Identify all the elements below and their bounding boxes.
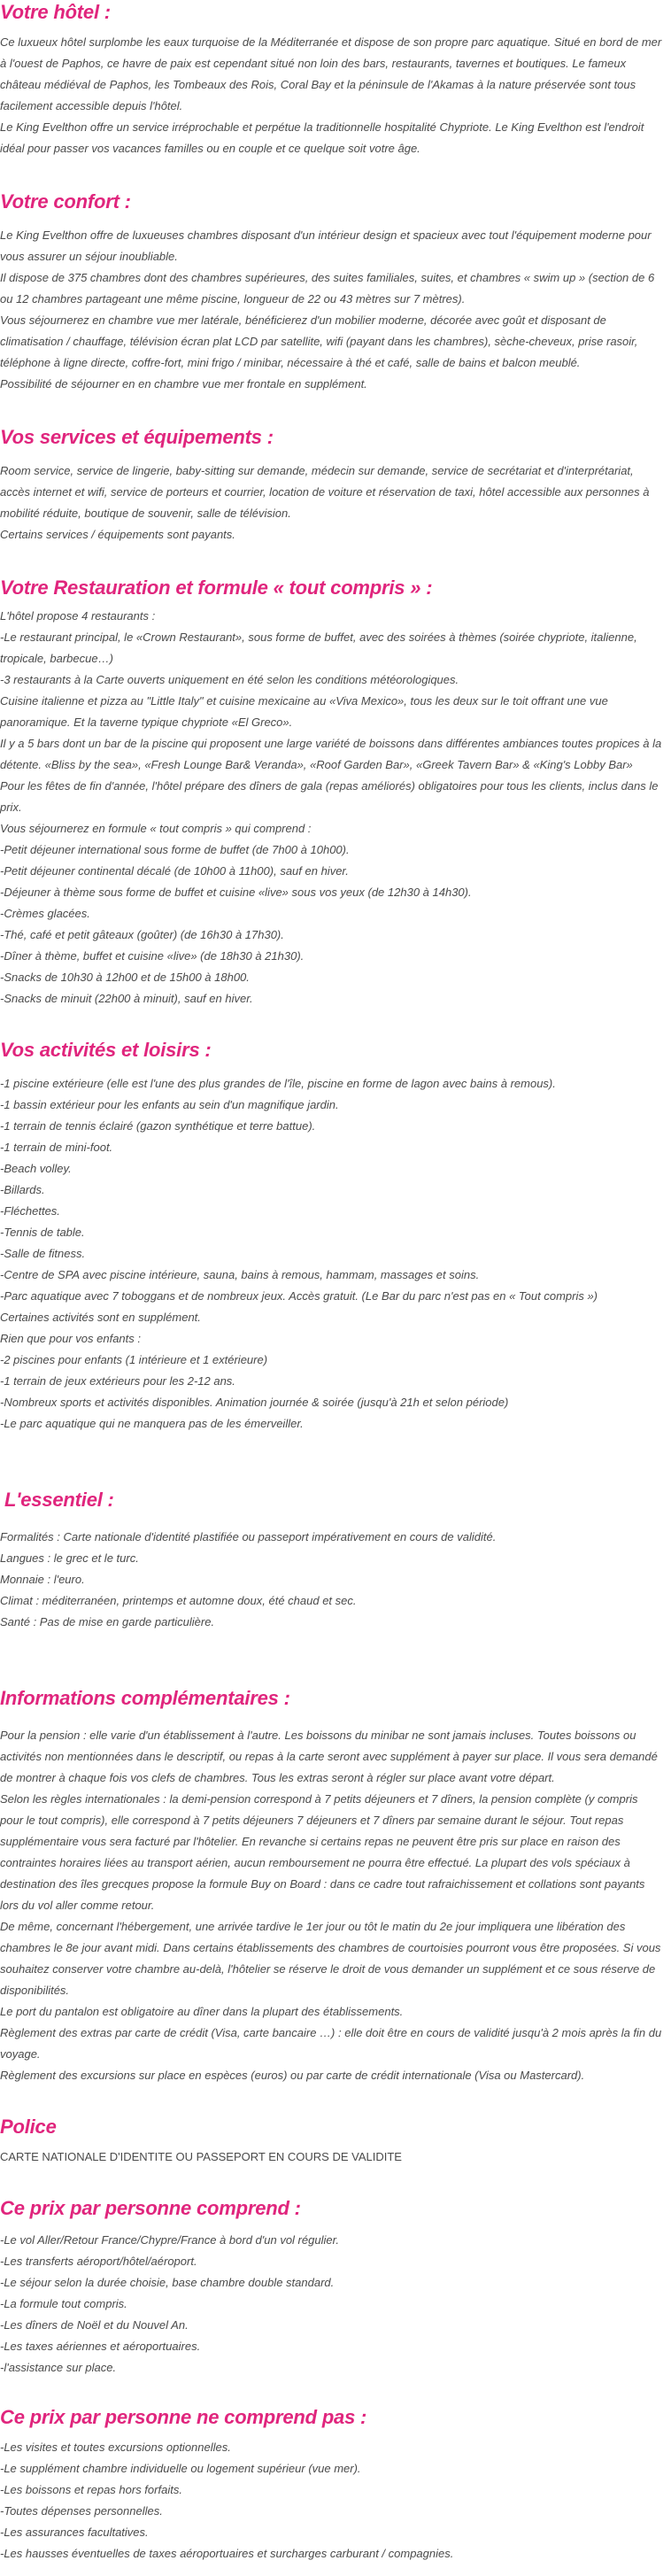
list-item: -Le vol Aller/Retour France/Chypre/France à bord d'un vol régulier. (0, 2233, 340, 2247)
paragraph: Vous séjournerez en chambre vue mer latérale, bénéficierez d'un mobilier moderne, décorée avec goût et disposant de climatisation / chauffage, télévision écran plat LCD par satellite, wifi (payant dans les chambres), sèche-cheveux, prise rasoir, téléphone à ligne directe, coffre-fort, mini frigo / minibar, nécessaire à thé et café, salle de bains et balcon meublé. (0, 313, 638, 369)
section-body-police (0, 2147, 662, 2168)
section-title-police: Police (0, 2116, 57, 2138)
list-item: Monnaie : l'euro. (0, 1573, 85, 1586)
section-essentiel (0, 1488, 662, 1633)
section-confort (0, 190, 662, 395)
paragraph: -Dîner à thème, buffet et cuisine «live» (de 18h30 à 21h30). (0, 949, 305, 963)
list-item: -Les visites et toutes excursions optionnelles. (0, 2441, 231, 2454)
section-infos (0, 1686, 662, 2086)
paragraph: Le King Evelthon offre de luxueuses chambres disposant d'un intérieur design et spacieux avec tout l'équipement moderne pour vous assurer un séjour inoubliable. (0, 228, 652, 263)
section-hotel (0, 0, 662, 159)
list-item: -2 piscines pour enfants (1 intérieure et 1 extérieure) (0, 1353, 268, 1366)
list-item: -Le parc aquatique qui ne manquera pas de les émerveiller. (0, 1417, 304, 1430)
paragraph: Le port du pantalon est obligatoire au dîner dans la plupart des établissements. (0, 2005, 404, 2018)
paragraph: Pour les fêtes de fin d'année, l'hôtel prépare des dîners de gala (repas améliorés) obligatoires pour tous les clients, inclus dans le prix. (0, 779, 659, 814)
section-body-services (0, 460, 662, 545)
paragraph: -Snacks de 10h30 à 12h00 et de 15h00 à 18h00. (0, 971, 250, 984)
section-activites (0, 1038, 662, 1435)
section-title-activites: Vos activités et loisirs : (0, 1039, 212, 1061)
list-item: -l'assistance sur place. (0, 2361, 117, 2374)
paragraph: Room service, service de lingerie, baby-sitting sur demande, médecin sur demande, service de secrétariat et d'interprétariat, accès internet et wifi, service de porteurs et courrier, location de voiture et réservation de taxi, hôtel accessible aux personnes à mobilité réduite, boutique de souvenir, salle de télévision. (0, 464, 650, 520)
paragraph: Il y a 5 bars dont un bar de la piscine qui proposent une large variété de boissons dans différentes ambiances toutes propices à la détente. «Bliss by the sea», «Fresh Lounge Bar& Veranda», «Roof Garden Bar», «Greek Tavern Bar» & «King's Lobby Bar» (0, 737, 662, 771)
list-item: -Fléchettes. (0, 1204, 60, 1218)
paragraph: Ce luxueux hôtel surplombe les eaux turquoise de la Méditerranée et dispose de son propre parc aquatique. Situé en bord de mer à l'ouest de Paphos, ce havre de paix est cependant situé non loin des bars, restaurants, tavernes et boutiques. Le fameux château médiéval de Paphos, les Tombeaux des Rois, Coral Bay et la péninsule de l'Akamas à la nature préservée sont tous facilement accessible depuis l'hôtel. (0, 35, 662, 112)
paragraph: Selon les règles internationales : la demi-pension correspond à 7 petits déjeuners et 7 dîners, la pension complète (y compris pour le tout compris), elle correspond à 7 petits déjeuners 7 déjeuners et 7 dîners par semaine durant le séjour. Tout repas supplémentaire vous sera facturé par l'hôtelier. En revanche si certains repas ne peuvent être pris sur place en raison des contraintes horaires liées au transport aérien, aucun remboursement ne pourra être effectué. La plupart des vols spéciaux à destination des îles grecques propose la formule Buy on Board : dans ce cadre tout rafraichissement et collations sont payants lors du vol aller comme retour. (0, 1792, 645, 1912)
list-item: -1 terrain de jeux extérieurs pour les 2-12 ans. (0, 1374, 235, 1388)
section-title-essentiel: L'essentiel : (4, 1489, 114, 1511)
section-body-non-comprend (0, 2437, 662, 2564)
section-comprend (0, 2196, 662, 2379)
paragraph: -3 restaurants à la Carte ouverts uniquement en été selon les conditions météorologiques. (0, 673, 459, 686)
section-title-comprend: Ce prix par personne comprend : (0, 2197, 301, 2219)
list-item: -Les assurances facultatives. (0, 2526, 149, 2539)
section-title-infos: Informations complémentaires : (0, 1687, 290, 1709)
paragraph: Pour la pension : elle varie d'un établissement à l'autre. Les boissons du minibar ne sont jamais incluses. Toutes boissons ou activités non mentionnées dans le descriptif, ou repas à la carte seront avec supplément à payer sur place. Il vous sera demandé de montrer à chaque fois vos clefs de chambres. Tous les extras seront à régler sur place avant votre départ. (0, 1729, 658, 1784)
paragraph: Il dispose de 375 chambres dont des chambres supérieures, des suites familiales, suites, et chambres « swim up » (section de 6 ou 12 chambres partageant une même piscine, longueur de 22 ou 43 mètres sur 7 mètres). (0, 271, 655, 306)
section-title-restauration: Votre Restauration et formule « tout compris » : (0, 576, 433, 599)
list-item: -1 terrain de tennis éclairé (gazon synthétique et terre battue). (0, 1119, 316, 1133)
paragraph: L'hôtel propose 4 restaurants : (0, 609, 156, 623)
section-restauration (0, 576, 662, 1010)
list-item: Santé : Pas de mise en garde particulière. (0, 1615, 215, 1628)
paragraph: -Déjeuner à thème sous forme de buffet et cuisine «live» sous vos yeux (de 12h30 à 14h30). (0, 886, 472, 899)
paragraph: Règlement des excursions sur place en espèces (euros) ou par carte de crédit internationale (Visa ou Mastercard). (0, 2069, 585, 2082)
list-item: -1 terrain de mini-foot. (0, 1141, 113, 1154)
section-title-hotel: Votre hôtel : (0, 1, 111, 23)
paragraph: -Thé, café et petit gâteaux (goûter) (de 16h30 à 17h30). (0, 928, 284, 941)
list-item: -La formule tout compris. (0, 2297, 127, 2310)
section-body-essentiel (0, 1527, 662, 1633)
list-item: -Toutes dépenses personnelles. (0, 2504, 163, 2518)
list-item: -Le séjour selon la durée choisie, base chambre double standard. (0, 2276, 335, 2289)
list-item: -Salle de fitness. (0, 1247, 86, 1260)
section-non-comprend (0, 2405, 662, 2564)
list-item: Climat : méditerranéen, printemps et automne doux, été chaud et sec. (0, 1594, 357, 1607)
list-item: -Billards. (0, 1183, 45, 1196)
list-item: -Les taxes aériennes et aéroportuaires. (0, 2340, 201, 2353)
paragraph: De même, concernant l'hébergement, une arrivée tardive le 1er jour ou tôt le matin du 2e jour impliquera une libération des chambres le 8e jour avant midi. Dans certains établissements des chambres de courtoisies pourront vous être proposées. Si vous souhaitez conserver votre chambre au-delà, l'hôtelier se réserve le droit de vous demander un supplément et ce sous réserve de disponibilités. (0, 1920, 661, 1997)
paragraph: -Snacks de minuit (22h00 à minuit), sauf en hiver. (0, 992, 253, 1005)
section-police (0, 2115, 662, 2168)
list-item: -Les hausses éventuelles de taxes aéroportuaires et surcharges carburant / compagnies. (0, 2547, 454, 2560)
paragraph: Certains services / équipements sont payants. (0, 528, 235, 541)
list-item: -Les dîners de Noël et du Nouvel An. (0, 2318, 189, 2332)
paragraph: -Petit déjeuner international sous forme de buffet (de 7h00 à 10h00). (0, 843, 350, 856)
paragraph: Possibilité de séjourner en en chambre vue mer frontale en supplément. (0, 377, 367, 391)
section-body-comprend (0, 2230, 662, 2379)
section-services (0, 425, 662, 545)
list-item: -Les transferts aéroport/hôtel/aéroport. (0, 2255, 197, 2268)
list-item: -Beach volley. (0, 1162, 72, 1175)
list-item: -Tennis de table. (0, 1226, 85, 1239)
section-body-hotel (0, 32, 662, 159)
list-item: Langues : le grec et le turc. (0, 1551, 139, 1565)
section-title-non-comprend: Ce prix par personne ne comprend pas : (0, 2406, 367, 2428)
list-item: -Centre de SPA avec piscine intérieure, sauna, bains à remous, hammam, massages et soins. (0, 1268, 480, 1281)
section-title-confort: Votre confort : (0, 190, 131, 213)
paragraph: -Crèmes glacées. (0, 907, 90, 920)
section-title-services: Vos services et équipements : (0, 426, 274, 448)
list-item: -Parc aquatique avec 7 toboggans et de nombreux jeux. Accès gratuit. (Le Bar du parc n'est pas en « Tout compris ») (0, 1289, 598, 1303)
section-body-activites (0, 1073, 662, 1435)
list-item: -1 bassin extérieur pour les enfants au sein d'un magnifique jardin. (0, 1098, 339, 1111)
paragraph: Vous séjournerez en formule « tout compris » qui comprend : (0, 822, 312, 835)
paragraph: CARTE NATIONALE D'IDENTITE OU PASSEPORT EN COURS DE VALIDITE (0, 2150, 402, 2163)
paragraph: -Le restaurant principal, le «Crown Restaurant», sous forme de buffet, avec des soirées à thèmes (soirée chypriote, italienne, tropicale, barbecue…) (0, 630, 637, 665)
paragraph: Règlement des extras par carte de crédit (Visa, carte bancaire …) : elle doit être en cours de validité jusqu'à 2 mois après la fin du voyage. (0, 2026, 662, 2061)
paragraph: Cuisine italienne et pizza au "Little Italy" et cuisine mexicaine au «Viva Mexico», tous les deux sur le toit offrant une vue panoramique. Et la taverne typique chypriote «El Greco». (0, 694, 608, 729)
list-item: -Nombreux sports et activités disponibles. Animation journée & soirée (jusqu'à 21h et selon période) (0, 1396, 509, 1409)
list-item: -Les boissons et repas hors forfaits. (0, 2483, 182, 2496)
section-body-restauration (0, 606, 662, 1010)
section-body-infos (0, 1725, 662, 2086)
list-item: -Le supplément chambre individuelle ou logement supérieur (vue mer). (0, 2462, 361, 2475)
paragraph: -Petit déjeuner continental décalé (de 10h00 à 11h00), sauf en hiver. (0, 864, 349, 878)
list-item: Rien que pour vos enfants : (0, 1332, 141, 1345)
list-item: Formalités : Carte nationale d'identité plastifiée ou passeport impérativement en cours de validité. (0, 1530, 497, 1543)
list-item: Certaines activités sont en supplément. (0, 1311, 201, 1324)
paragraph: Le King Evelthon offre un service irréprochable et perpétue la traditionnelle hospitalité Chypriote. Le King Evelthon est l'endroit idéal pour passer vos vacances familles ou en couple et ce quelque soit votre âge. (0, 120, 644, 155)
list-item: -1 piscine extérieure (elle est l'une des plus grandes de l'île, piscine en forme de lagon avec bains à remous). (0, 1077, 556, 1090)
section-body-confort (0, 225, 662, 395)
